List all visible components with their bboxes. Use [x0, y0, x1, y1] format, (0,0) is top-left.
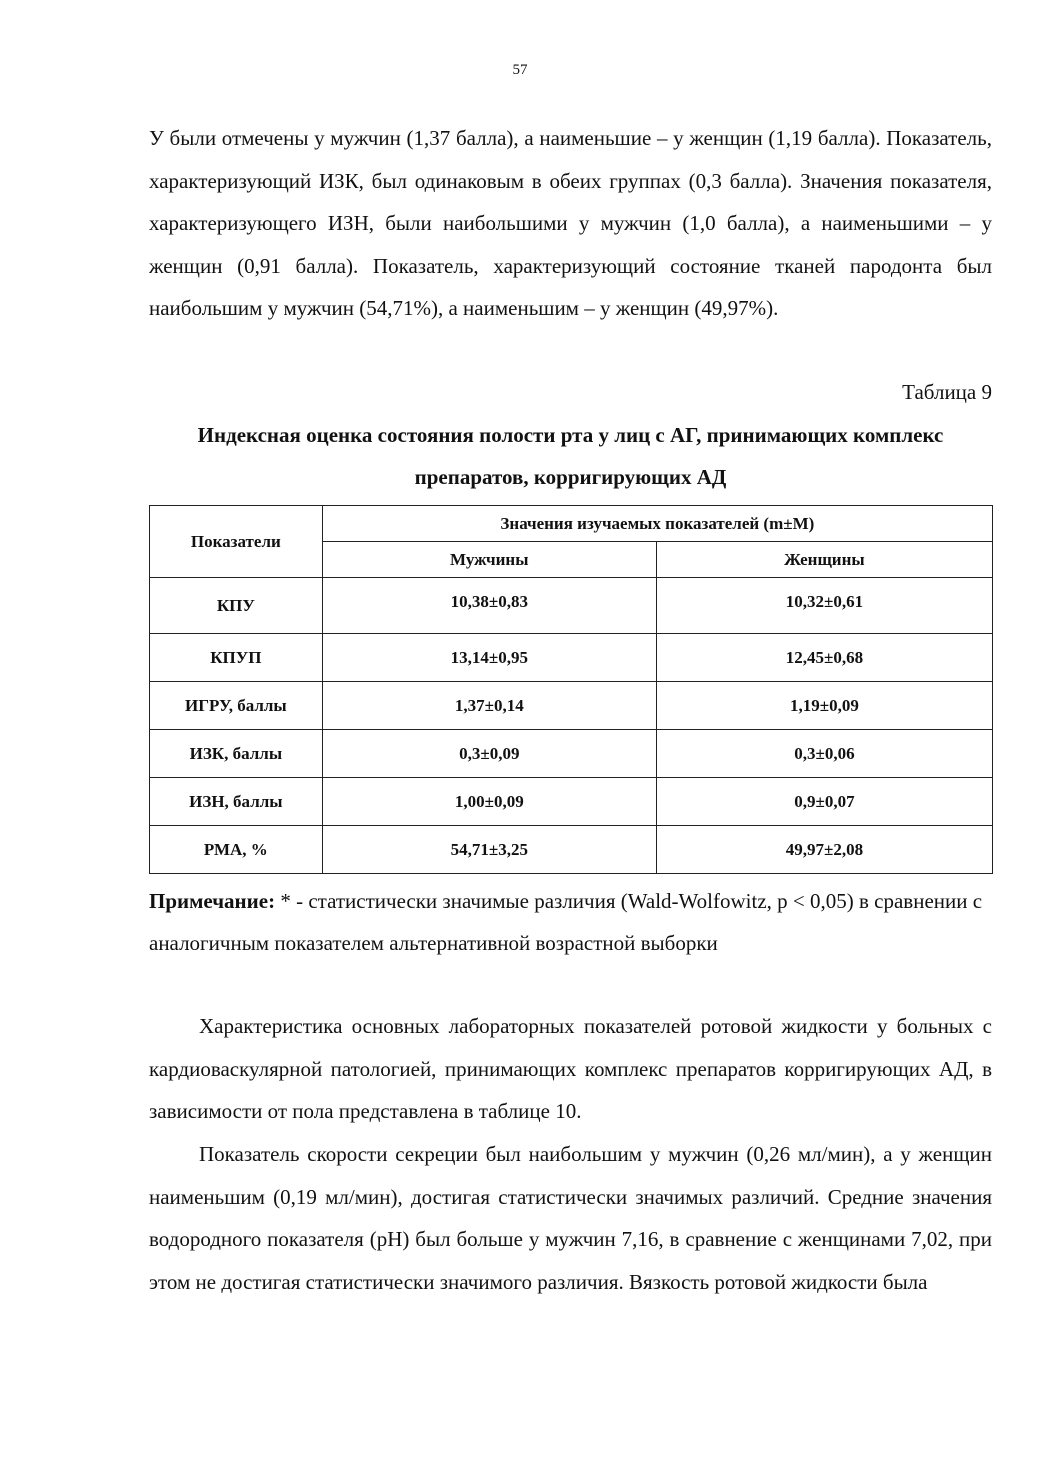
- cell-indicator: ИЗН, баллы: [150, 778, 323, 826]
- cell-women: 1,19±0,09: [656, 682, 992, 730]
- note-text: * - статистически значимые различия (Wald-Wolfowitz, p < 0,05) в сравнении с аналогичным показателем альтернативной возрастной выборки: [149, 889, 983, 955]
- cell-men: 1,00±0,09: [322, 778, 656, 826]
- header-indicator: Показатели: [150, 506, 323, 578]
- table-label: Таблица 9: [902, 380, 992, 404]
- cell-men: 0,3±0,09: [322, 730, 656, 778]
- paragraph-intro: У были отмечены у мужчин (1,37 балла), а наименьшие – у женщин (1,19 балла). Показатель, характеризующий ИЗК, был одинаковым в обеих группах (0,3 балла). Значения показателя, характеризующего ИЗН, были наибольшими у мужчин (1,0 балла), а наименьшими – у женщин (0,91 балла). Показатель, характеризующий состояние тканей пародонта был наибольшим у мужчин (54,71%), а наименьшим – у женщин (49,97%).: [149, 126, 992, 320]
- table-note: [149, 880, 999, 964]
- paragraph-lab-characteristics: Характеристика основных лабораторных показателей ротовой жидкости у больных с кардиоваскулярной патологией, принимающих комплекс препаратов корригирующих АД, в зависимости от пола представлена в таблице 10.: [149, 1014, 992, 1123]
- table-row: [150, 778, 993, 826]
- cell-men: 1,37±0,14: [322, 682, 656, 730]
- header-men: Мужчины: [322, 542, 656, 578]
- cell-women: 49,97±2,08: [656, 826, 992, 874]
- cell-women: 0,3±0,06: [656, 730, 992, 778]
- data-table: [149, 505, 993, 874]
- cell-women: 12,45±0,68: [656, 634, 992, 682]
- cell-men: 13,14±0,95: [322, 634, 656, 682]
- table-header-row: [150, 506, 993, 542]
- note-label: Примечание:: [149, 889, 276, 913]
- cell-indicator: РМА, %: [150, 826, 323, 874]
- table-row: [150, 578, 993, 634]
- header-values: Значения изучаемых показателей (m±M): [322, 506, 992, 542]
- table-row: [150, 826, 993, 874]
- table-title: Индексная оценка состояния полости рта у лиц с АГ, принимающих комплекс препаратов, корригирующих АД: [197, 423, 944, 489]
- cell-indicator: КПУ: [150, 578, 323, 634]
- header-women: Женщины: [656, 542, 992, 578]
- cell-men: 54,71±3,25: [322, 826, 656, 874]
- cell-women: 0,9±0,07: [656, 778, 992, 826]
- cell-indicator: ИГРУ, баллы: [150, 682, 323, 730]
- table-row: [150, 682, 993, 730]
- table-row: [150, 730, 993, 778]
- page-number: 57: [512, 62, 528, 78]
- cell-men: 10,38±0,83: [322, 578, 656, 634]
- paragraph-secretion: Показатель скорости секреции был наибольшим у мужчин (0,26 мл/мин), а у женщин наименьшим (0,19 мл/мин), достигая статистически значимых различий. Средние значения водородного показателя (pH) был больше у мужчин 7,16, в сравнение с женщинами 7,02, при этом не достигая статистически значимого различия. Вязкость ротовой жидкости была: [149, 1142, 992, 1294]
- table-row: [150, 634, 993, 682]
- cell-women: 10,32±0,61: [656, 578, 992, 634]
- cell-indicator: ИЗК, баллы: [150, 730, 323, 778]
- cell-indicator: КПУП: [150, 634, 323, 682]
